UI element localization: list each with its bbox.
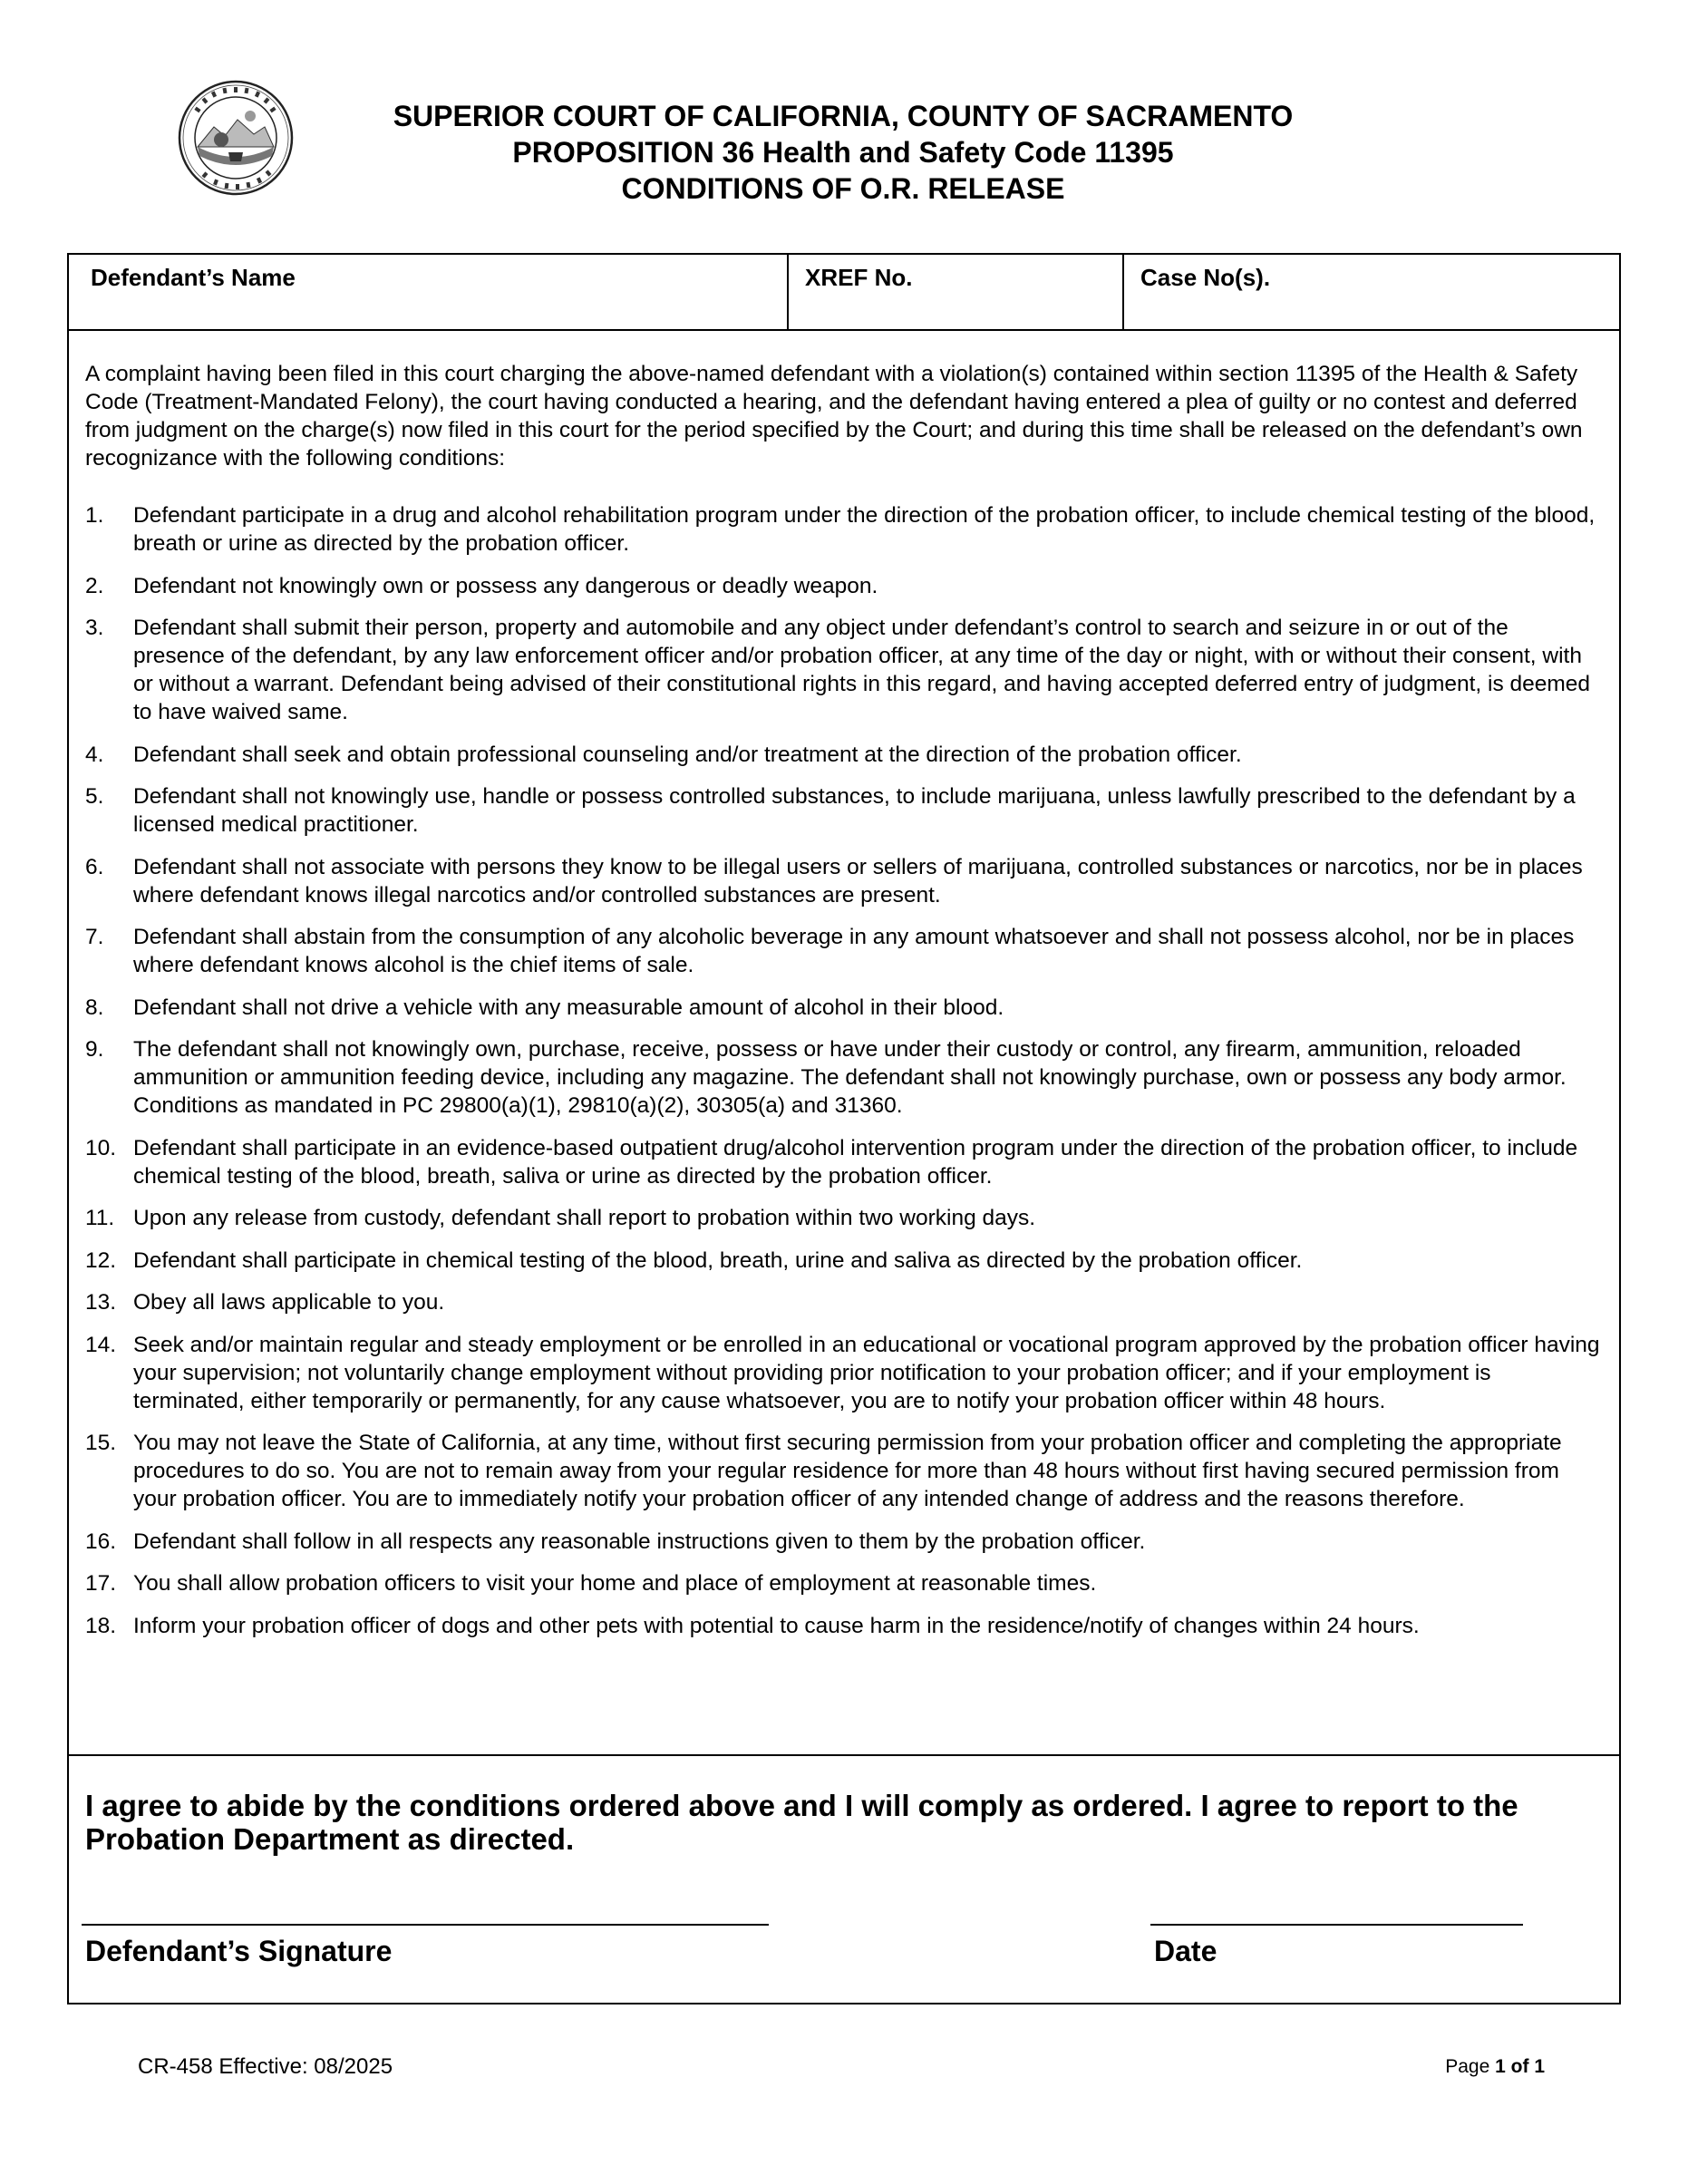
defendant-signature-label: Defendant’s Signature xyxy=(85,1935,393,1967)
condition-item xyxy=(85,501,1603,558)
condition-item xyxy=(85,1331,1603,1415)
condition-number: 10. xyxy=(85,1135,117,1160)
form-id: CR-458 Effective: 08/2025 xyxy=(138,2054,393,2079)
condition-number: 14. xyxy=(85,1332,117,1357)
condition-number: 7. xyxy=(85,925,104,949)
condition-number: 2. xyxy=(85,573,104,598)
form-header xyxy=(299,98,1387,207)
condition-item xyxy=(85,1204,1603,1232)
condition-text: Defendant participate in a drug and alcohol rehabilitation program under the direction of the probation officer, to include chemical testing of the blood, breath or urine as directed by the probation officer. xyxy=(133,503,1596,556)
conditions-body xyxy=(85,360,1603,1654)
case-number-label: Case No(s). xyxy=(1140,264,1271,291)
condition-item xyxy=(85,1612,1603,1640)
condition-text: Upon any release from custody, defendant shall report to probation within two working days. xyxy=(133,1206,1036,1230)
condition-text: Obey all laws applicable to you. xyxy=(133,1290,445,1315)
condition-number: 17. xyxy=(85,1571,117,1596)
condition-item xyxy=(85,741,1603,769)
page-current: 1 xyxy=(1495,2056,1506,2077)
condition-item xyxy=(85,1247,1603,1275)
condition-number: 11. xyxy=(85,1206,115,1230)
condition-number: 15. xyxy=(85,1431,117,1455)
form-title: CONDITIONS OF O.R. RELEASE xyxy=(621,172,1065,205)
condition-number: 9. xyxy=(85,1037,104,1062)
condition-text: Defendant shall abstain from the consumption of any alcoholic beverage in any amount whatsoever and shall not possess alcohol, nor be in places where defendant knows alcohol is the chief items of sale. xyxy=(133,925,1575,977)
defendant-signature-line[interactable] xyxy=(82,1924,769,1926)
condition-number: 6. xyxy=(85,854,104,879)
condition-item xyxy=(85,782,1603,839)
court-title: SUPERIOR COURT OF CALIFORNIA, COUNTY OF SACRAMENTO xyxy=(393,100,1294,132)
condition-number: 3. xyxy=(85,616,104,640)
condition-number: 13. xyxy=(85,1290,117,1315)
condition-text: Defendant not knowingly own or possess any dangerous or deadly weapon. xyxy=(133,573,878,598)
page-total: 1 xyxy=(1534,2056,1545,2077)
condition-text: Defendant shall follow in all respects any reasonable instructions given to them by the probation officer. xyxy=(133,1529,1146,1554)
condition-text: Defendant shall not associate with persons they know to be illegal users or sellers of marijuana, controlled substances or narcotics, nor be in places where defendant knows illegal narcotics and/or controlled substances are present. xyxy=(133,854,1583,908)
condition-item xyxy=(85,923,1603,979)
condition-item xyxy=(85,572,1603,600)
condition-text: Seek and/or maintain regular and steady employment or be enrolled in an educational or vocational program approved by the probation officer having your supervision; not voluntarily change employment without providing prior notification to your probation officer; and if your employment is terminated, either temporarily or permanently, for any cause whatsoever, you are to notify your probation officer within 48 hours. xyxy=(133,1332,1600,1413)
condition-number: 5. xyxy=(85,784,104,809)
page-number xyxy=(1445,2056,1545,2078)
defendant-name-field[interactable] xyxy=(69,255,789,329)
condition-number: 8. xyxy=(85,995,104,1020)
xref-label: XREF No. xyxy=(805,264,913,291)
condition-text: Defendant shall not drive a vehicle with any measurable amount of alcohol in their blood. xyxy=(133,995,1004,1020)
xref-field[interactable] xyxy=(789,255,1124,329)
condition-item xyxy=(85,853,1603,909)
condition-item xyxy=(85,994,1603,1022)
court-seal-logo xyxy=(178,80,294,196)
condition-item xyxy=(85,614,1603,726)
condition-item xyxy=(85,1528,1603,1556)
statute-title: PROPOSITION 36 Health and Safety Code 11395 xyxy=(512,136,1174,169)
condition-item xyxy=(85,1134,1603,1190)
defendant-name-label: Defendant’s Name xyxy=(91,264,296,291)
date-line[interactable] xyxy=(1150,1924,1523,1926)
condition-number: 18. xyxy=(85,1613,117,1638)
condition-text: Defendant shall seek and obtain professional counseling and/or treatment at the direction of the probation officer. xyxy=(133,742,1242,767)
condition-number: 16. xyxy=(85,1529,117,1554)
condition-text: Inform your probation officer of dogs and other pets with potential to cause harm in the residence/notify of changes within 24 hours. xyxy=(133,1613,1420,1638)
page-prefix: Page xyxy=(1445,2056,1490,2077)
case-number-field[interactable] xyxy=(1124,255,1619,329)
condition-text: Defendant shall not knowingly use, handle or possess controlled substances, to include marijuana, unless lawfully prescribed to the defendant by a licensed medical practitioner. xyxy=(133,784,1576,837)
condition-item xyxy=(85,1569,1603,1597)
agreement-section xyxy=(69,1754,1619,2005)
condition-item xyxy=(85,1288,1603,1316)
condition-text: You may not leave the State of California, at any time, without first securing permission from your probation officer and completing the appropriate procedures to do so. You are not to remain away from your regular residence for more than 48 hours without first having secured permission from your probation officer. You are to immediately notify your probation officer of any intended change of address and the reasons therefore. xyxy=(133,1431,1562,1511)
condition-text: You shall allow probation officers to visit your home and place of employment at reasonable times. xyxy=(133,1571,1097,1596)
condition-text: Defendant shall participate in an evidence-based outpatient drug/alcohol intervention program under the direction of the probation officer, to include chemical testing of the blood, breath, saliva or urine as directed by the probation officer. xyxy=(133,1135,1578,1189)
defendant-id-row xyxy=(69,255,1619,331)
condition-text: Defendant shall participate in chemical testing of the blood, breath, urine and saliva as directed by the probation officer. xyxy=(133,1247,1303,1273)
intro-paragraph: A complaint having been filed in this court charging the above-named defendant with a violation(s) contained within section 11395 of the Health & Safety Code (Treatment-Mandated Felony), the court having conducted a hearing, and the defendant having entered a plea of guilty or no contest and deferred from judgment on the charge(s) now filed in this court for the period specified by the Court; and during this time shall be released on the defendant’s own recognizance with the following conditions: xyxy=(85,362,1583,471)
condition-item xyxy=(85,1035,1603,1120)
condition-item xyxy=(85,1429,1603,1513)
condition-text: The defendant shall not knowingly own, purchase, receive, possess or have under their custody or control, any firearm, ammunition, reloaded ammunition or ammunition feeding device, including any magazine. The defendant shall not knowingly purchase, own or possess any body armor. Conditions as mandated in PC 29800(a)(1), 29810(a)(2), 30305(a) and 31360. xyxy=(133,1037,1567,1118)
conditions-list xyxy=(85,501,1603,1640)
condition-number: 1. xyxy=(85,503,104,528)
page-of: of xyxy=(1510,2056,1529,2077)
conditions-form xyxy=(67,253,1621,2004)
date-label: Date xyxy=(1154,1935,1217,1967)
condition-number: 4. xyxy=(85,742,104,767)
condition-number: 12. xyxy=(85,1247,117,1273)
agreement-statement: I agree to abide by the conditions ordered above and I will comply as ordered. I agree to report to the Probation Department as directed. xyxy=(85,1789,1518,1856)
condition-text: Defendant shall submit their person, property and automobile and any object under defendant’s control to search and seizure in or out of the presence of the defendant, by any law enforcement officer and/or probation officer, at any time of the day or night, with or without their consent, with or without a warrant. Defendant being advised of their constitutional rights in this regard, and having accepted deferred entry of judgment, is deemed to have waived same. xyxy=(133,616,1591,724)
